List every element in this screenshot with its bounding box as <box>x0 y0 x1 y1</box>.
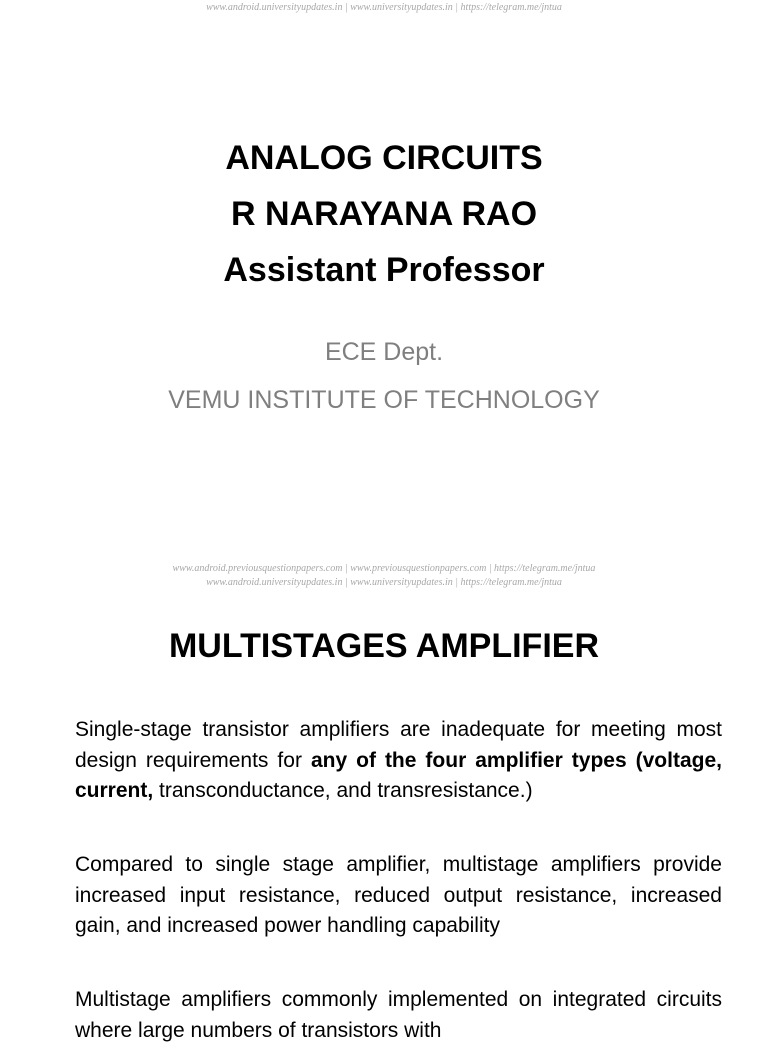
paragraph-3-clip <box>0 985 768 1042</box>
watermark-top: www.android.universityupdates.in | www.universityupdates.in | https://telegram.me/jntua <box>206 2 562 13</box>
paragraph-3: Multistage amplifiers commonly implemented on integrated circuits where large numbers of transistors with <box>75 988 722 1042</box>
slide-heading: MULTISTAGES AMPLIFIER <box>168 627 599 665</box>
institute: VEMU INSTITUTE OF TECHNOLOGY <box>168 386 600 414</box>
author-name: R NARAYANA RAO <box>230 195 538 233</box>
course-title: ANALOG CIRCUITS <box>225 139 543 177</box>
paragraph-2: Compared to single stage amplifier, multistage amplifiers provide increased input resistance, reduced output resistance, increased gain, and increased power handling capability <box>75 853 722 937</box>
paragraph-1-text-end: transconductance, and transresistance.) <box>153 779 533 802</box>
paragraph-1-bold: any of the four amplifier types (voltage, current, <box>75 748 722 802</box>
watermark-middle-2: www.android.universityupdates.in | www.universityupdates.in | https://telegram.me/jntua <box>206 577 562 588</box>
author-position: Assistant Professor <box>223 251 545 289</box>
watermark-middle-1: www.android.previousquestionpapers.com | www.previousquestionpapers.com | https://telegram.me/jntua <box>172 563 596 574</box>
department: ECE Dept. <box>324 338 444 366</box>
paragraph-1-text: Single-stage transistor amplifiers are inadequate for meeting most design requirements for <box>75 718 722 772</box>
paragraph-1 <box>75 715 722 807</box>
